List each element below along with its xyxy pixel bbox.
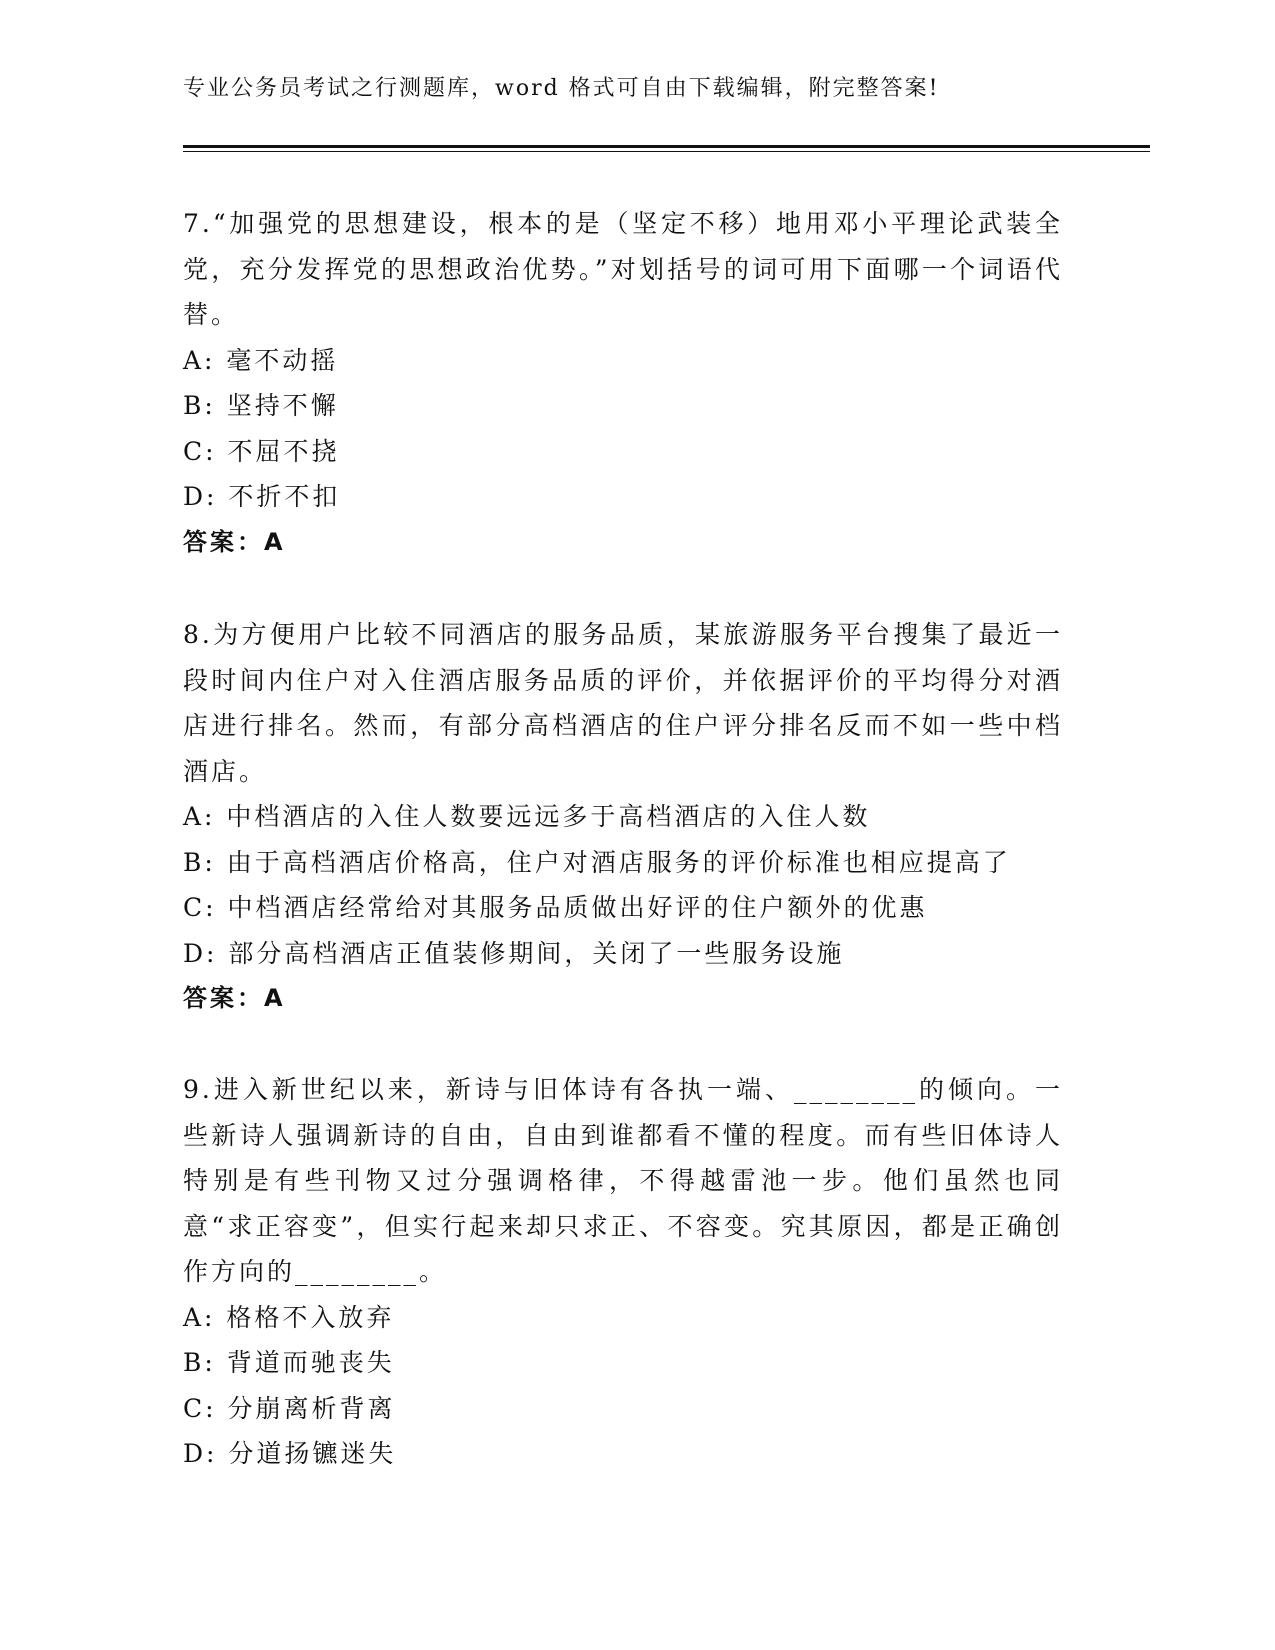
option-c: C: 不屈不挠 <box>183 436 340 466</box>
question-9 <box>183 1067 1063 1477</box>
option-a: A: 毫不动摇 <box>183 345 339 375</box>
option-a: A: 格格不入放弃 <box>183 1302 395 1332</box>
question-stem: 9.进入新世纪以来，新诗与旧体诗有各执一端、________的倾向。一些新诗人强调新诗的自由，自由到谁都看不懂的程度。而有些旧体诗人特别是有些刊物又过分强调格律，不得越雷池一步。他们虽然也同意“求正容变”，但实行起来却只求正、不容变。究其原因，都是正确创作方向的________。 <box>183 1075 1063 1286</box>
option-c: C: 中档酒店经常给对其服务品质做出好评的住户额外的优惠 <box>183 893 928 922</box>
option-d: D: 分道扬镳迷失 <box>183 1439 397 1468</box>
option-d: D: 不折不扣 <box>183 482 341 511</box>
question-stem: 8.为方便用户比较不同酒店的服务品质，某旅游服务平台搜集了最近一段时间内住户对入住酒店服务品质的评价，并依据评价的平均得分对酒店进行排名。然而，有部分高档酒店的住户评分排名反而不如一些中档酒店。 <box>183 620 1063 786</box>
question-8 <box>183 612 1063 1022</box>
option-c: C: 分崩离析背离 <box>183 1393 396 1423</box>
page-header: 专业公务员考试之行测题库，word 格式可自由下载编辑，附完整答案! <box>183 76 940 101</box>
option-b: B: 坚持不懈 <box>183 391 339 420</box>
answer-line: 答案：A <box>183 984 286 1012</box>
option-b: B: 由于高档酒店价格高，住户对酒店服务的评价标准也相应提高了 <box>183 847 1011 877</box>
question-7 <box>183 201 1063 565</box>
option-d: D: 部分高档酒店正值装修期间，关闭了一些服务设施 <box>183 938 845 968</box>
header-rule-thin <box>183 151 1150 152</box>
answer-line: 答案：A <box>183 527 286 556</box>
option-a: A: 中档酒店的入住人数要远远多于高档酒店的入住人数 <box>183 802 871 831</box>
option-b: B: 背道而驰丧失 <box>183 1348 395 1377</box>
question-stem: 7.“加强党的思想建设，根本的是（坚定不移）地用邓小平理论武装全党，充分发挥党的思想政治优势。”对划括号的词可用下面哪一个词语代替。 <box>183 209 1063 329</box>
header-rule-thick <box>183 145 1150 148</box>
